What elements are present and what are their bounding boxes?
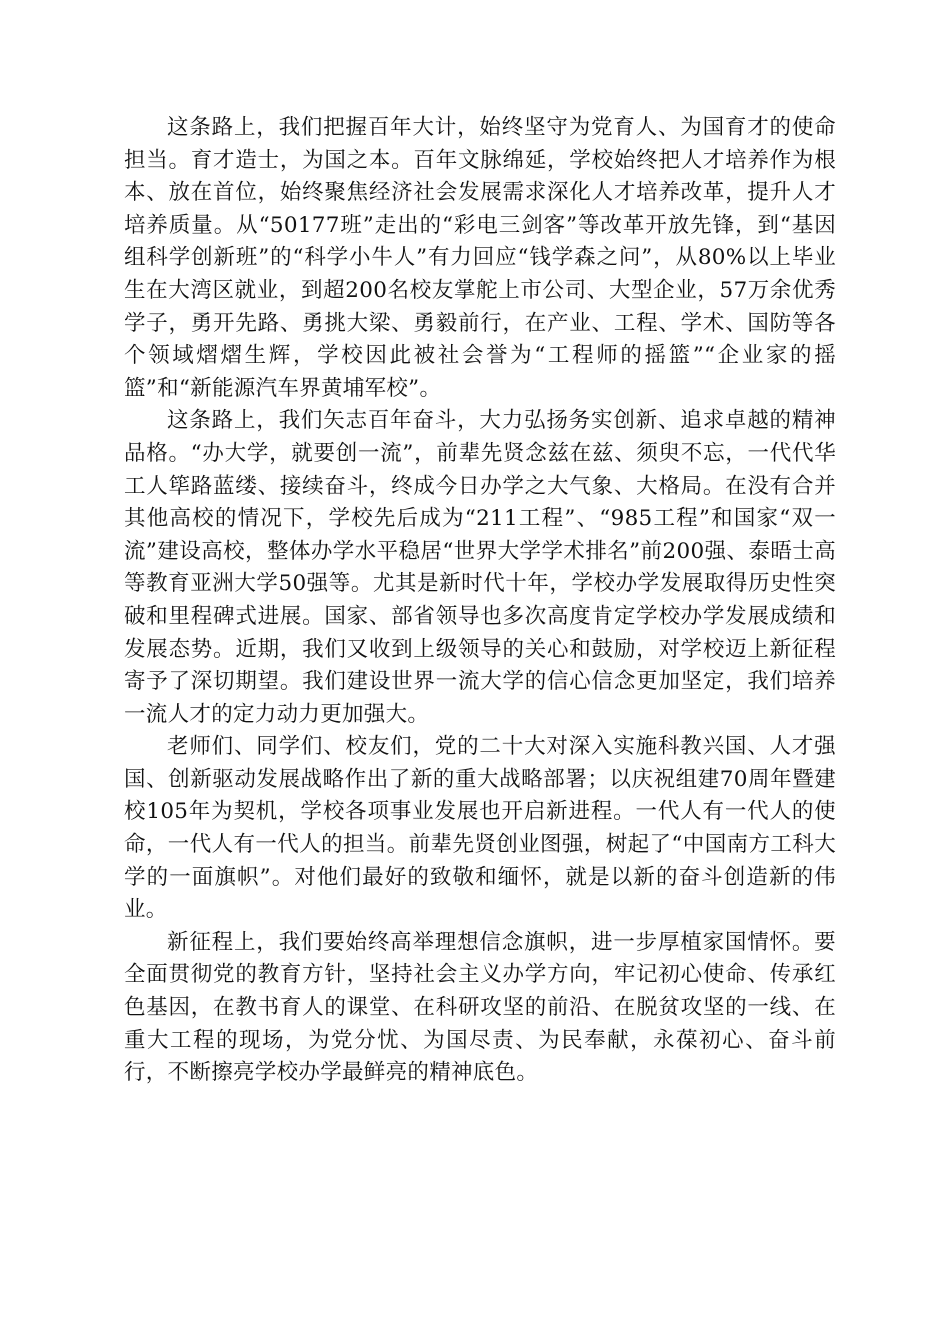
paragraph-3: 老师们、同学们、校友们，党的二十大对深入实施科教兴国、人才强国、创新驱动发展战略作出了新的重大战略部署；以庆祝组建70周年暨建校105年为契机，学校各项事业发展也开启新进程。一代人有一代人的使命，一代人有一代人的担当。前辈先贤创业图强，树起了“中国南方工科大学的一面旗帜”。对他们最好的致敬和缅怀，就是以新的奋斗创造新的伟业。 bbox=[124, 734, 836, 923]
paragraph-2: 这条路上，我们矢志百年奋斗，大力弘扬务实创新、追求卓越的精神品格。“办大学，就要创一流”，前辈先贤念兹在兹、须臾不忘，一代代华工人筚路蓝缕、接续奋斗，终成今日办学之大气象、大格局。在没有合并其他高校的情况下，学校先后成为“211工程”、“985工程”和国家“双一流”建设高校，整体办学水平稳居“世界大学学术排名”前200强、泰晤士高等教育亚洲大学50强等。尤其是新时代十年，学校办学发展取得历史性突破和里程碑式进展。国家、部省领导也多次高度肯定学校办学发展成绩和发展态势。近期，我们又收到上级领导的关心和鼓励，对学校迈上新征程寄予了深切期望。我们建设世界一流大学的信心信念更加坚定，我们培养一流人才的定力动力更加强大。 bbox=[124, 408, 836, 727]
document-body bbox=[124, 112, 836, 1090]
paragraph-1: 这条路上，我们把握百年大计，始终坚守为党育人、为国育才的使命担当。育才造士，为国之本。百年文脉绵延，学校始终把人才培养作为根本、放在首位，始终聚焦经济社会发展需求深化人才培养改革，提升人才培养质量。从“50177班”走出的“彩电三剑客”等改革开放先锋，到“基因组科学创新班”的“科学小牛人”有力回应“钱学森之问”，从80%以上毕业生在大湾区就业，到超200名校友掌舵上市公司、大型企业，57万余优秀学子，勇开先路、勇挑大梁、勇毅前行，在产业、工程、学术、国防等各个领域熠熠生辉，学校因此被社会誉为“工程师的摇篮”“企业家的摇篮”和“新能源汽车界黄埔军校”。 bbox=[124, 115, 836, 401]
paragraph-4: 新征程上，我们要始终高举理想信念旗帜，进一步厚植家国情怀。要全面贯彻党的教育方针，坚持社会主义办学方向，牢记初心使命、传承红色基因，在教书育人的课堂、在科研攻坚的前沿、在脱贫攻坚的一线、在重大工程的现场，为党分忧、为国尽责、为民奉献，永葆初心、奋斗前行，不断擦亮学校办学最鲜亮的精神底色。 bbox=[124, 929, 836, 1086]
